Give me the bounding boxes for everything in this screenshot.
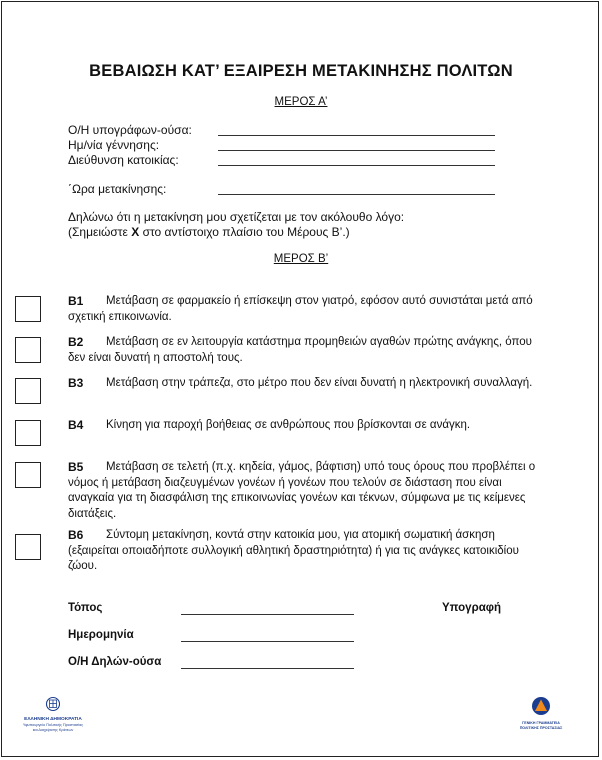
part-b-heading: ΜΕΡΟΣ Β’ <box>273 253 329 265</box>
option-b2-checkbox[interactable] <box>15 337 41 363</box>
option-b3-code: Β3 <box>68 376 84 390</box>
option-b5-text: Μετάβαση σε τελετή (π.χ. κηδεία, γάμος, βάφτιση) υπό τους όρους που προβλέπει ο νόμος ή μετάβαση διαζευγμένων γονέων ή γονέων που τελούν σε διάσταση που είναι αναγκαία για τη διασφάλιση της επικοινωνίας γονέων και τέκνων, σύμφωνα με τις κείμενες διατάξεις. <box>68 461 536 520</box>
home-address-field[interactable] <box>218 165 495 166</box>
place-label: Τόπος <box>68 602 103 614</box>
birth-date-label: Ημ/νία γέννησης: <box>68 138 160 152</box>
option-b1-checkbox[interactable] <box>15 296 41 322</box>
movement-time-label: ΄Ωρα μετακίνησης: <box>68 182 167 196</box>
option-b5-checkbox[interactable] <box>15 462 41 488</box>
option-b4-text: Κίνηση για παροχή βοήθειας σε ανθρώπους που βρίσκονται σε ανάγκη. <box>106 419 471 431</box>
movement-time-field[interactable] <box>218 194 495 195</box>
date-field[interactable] <box>181 641 354 642</box>
civil-protection-emblem-icon <box>531 696 551 716</box>
declaration-instruction: (Σημειώστε X στο αντίστοιχο πλαίσιο του Μέρους Β’.) <box>68 225 350 239</box>
option-b5-code: Β5 <box>68 460 84 474</box>
declarant-field[interactable] <box>181 668 354 669</box>
document-title: ΒΕΒΑΙΩΣΗ ΚΑΤ’ ΕΞΑΙΡΕΣΗ ΜΕΤΑΚΙΝΗΣΗΣ ΠΟΛΙΤΩΝ <box>89 62 513 80</box>
option-b4-checkbox[interactable] <box>15 420 41 446</box>
date-label: Ημερομηνία <box>68 629 134 641</box>
option-b3-checkbox[interactable] <box>15 378 41 404</box>
option-b6-text: Σύντομη μετακίνηση, κοντά στην κατοικία μου, για ατομική σωματική άσκηση (εξαιρείται οποιαδήποτε συλλογική αθλητική δραστηριότητα) ή για τις ανάγκες κατοικιδίου ζώου. <box>68 529 519 572</box>
declarant-label: Ο/Η Δηλών-ούσα <box>68 656 162 668</box>
signature-label: Υπογραφή <box>442 602 502 614</box>
civil-protection-logo: ΓΕΝΙΚΗ ΓΡΑΜΜΑΤΕΙΑ ΠΟΛΙΤΙΚΗΣ ΠΡΟΣΤΑΣΙΑΣ <box>512 696 570 730</box>
option-b2-code: Β2 <box>68 335 84 349</box>
option-b2-text: Μετάβαση σε εν λειτουργία κατάστημα προμηθειών αγαθών πρώτης ανάγκης, όπου δεν είναι δυνατή η αποστολή τους. <box>68 336 532 364</box>
option-b6-code: Β6 <box>68 528 84 542</box>
birth-date-field[interactable] <box>218 150 495 151</box>
greek-coat-of-arms-icon <box>45 696 61 712</box>
option-b1-code: Β1 <box>68 294 84 308</box>
declaration-text: Δηλώνω ότι η μετακίνηση μου σχετίζεται με τον ακόλουθο λόγο: <box>68 210 405 224</box>
option-b4-code: Β4 <box>68 418 84 432</box>
option-b3-text: Μετάβαση στην τράπεζα, στο μέτρο που δεν είναι δυνατή η ηλεκτρονική συναλλαγή. <box>106 377 533 389</box>
hellenic-republic-logo: ΕΛΛΗΝΙΚΗ ΔΗΜΟΚΡΑΤΙΑ Υφυπουργείο Πολιτικής Προστασίας και Διαχείρισης Κρίσεων <box>18 696 88 733</box>
home-address-label: Διεύθυνση κατοικίας: <box>68 153 179 167</box>
place-field[interactable] <box>181 614 354 615</box>
signer-name-label: Ο/Η υπογράφων-ούσα: <box>68 123 192 137</box>
option-b6-checkbox[interactable] <box>15 534 41 560</box>
signer-name-field[interactable] <box>218 135 495 136</box>
part-a-heading: ΜΕΡΟΣ Α’ <box>274 96 328 108</box>
option-b1-text: Μετάβαση σε φαρμακείο ή επίσκεψη στον γιατρό, εφόσον αυτό συνιστάται μετά από σχετική επικοινωνία. <box>68 295 533 323</box>
